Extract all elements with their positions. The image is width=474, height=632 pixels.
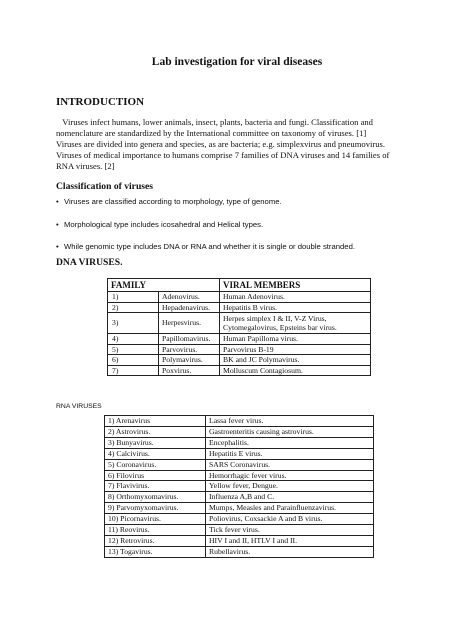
row-number: 2)	[108, 302, 159, 313]
table-row	[105, 503, 374, 514]
family-cell: 2) Astrovirus.	[105, 426, 206, 437]
table-row	[108, 302, 371, 313]
family-cell: 7) Flavivirus.	[105, 481, 206, 492]
table-header-row	[108, 279, 371, 292]
table-row	[108, 334, 371, 345]
rna-heading: RNA VIRUSES	[56, 403, 102, 410]
family-cell: Adenovirus.	[159, 292, 220, 303]
members-cell: Lassa fever virus.	[206, 416, 374, 427]
family-cell: 5) Coronavirus.	[105, 459, 206, 470]
family-cell: 9) Parvomyxomavirus.	[105, 503, 206, 514]
column-header-members: VIRAL MEMBERS	[220, 279, 371, 292]
row-number: 3)	[108, 313, 159, 334]
table-row	[105, 459, 374, 470]
family-cell: 11) Reovirus.	[105, 525, 206, 536]
dna-heading: DNA VIRUSES.	[56, 257, 123, 268]
members-cell: Poliovirus, Coxsackie A and B virus.	[206, 514, 374, 525]
members-cell: BK and JC Polymavirus.	[220, 355, 371, 366]
family-cell: 13) Togavirus.	[105, 546, 206, 557]
table-row	[105, 535, 374, 546]
table-row	[105, 546, 374, 557]
members-cell: Hepatitis B virus.	[220, 302, 371, 313]
rna-viruses-table	[104, 415, 374, 558]
intro-paragraph	[56, 117, 448, 172]
members-cell: Mumps, Measles and Parainfluenzavirus.	[206, 503, 374, 514]
table-row	[105, 470, 374, 481]
family-cell: 12) Retrovirus.	[105, 535, 206, 546]
family-cell: 6) Filovirus	[105, 470, 206, 481]
intro-line: nomenclature are standardized by the International committee on taxonomy of viruses. [1]	[56, 128, 367, 139]
members-cell: Influenza A,B and C.	[206, 492, 374, 503]
row-number: 5)	[108, 344, 159, 355]
family-cell: Polymavirus.	[159, 355, 220, 366]
intro-line: Viruses infect humans, lower animals, insect, plants, bacteria and fungi. Classification and	[56, 117, 373, 127]
classification-heading: Classification of viruses	[56, 181, 154, 192]
members-cell: Hemorrhagic fever virus.	[206, 470, 374, 481]
list-item-text: Morphological type includes icosahedral and Helical types.	[64, 219, 264, 229]
family-cell: Poxvirus.	[159, 365, 220, 376]
members-cell: SARS Coronavirus.	[206, 459, 374, 470]
table-row	[105, 448, 374, 459]
list-item	[56, 241, 456, 252]
bullet-icon: •	[56, 197, 59, 206]
intro-line: Viruses are divided into genera and species, as are bacteria; e.g. simplexvirus and pneumovirus.	[56, 139, 386, 150]
row-number: 4)	[108, 334, 159, 345]
table-row	[108, 365, 371, 376]
column-header-family: FAMILY	[108, 279, 220, 292]
members-cell: Gastroenteritis causing astrovirus.	[206, 426, 374, 437]
list-item-text: While genomic type includes DNA or RNA and whether it is single or double stranded.	[64, 242, 355, 252]
row-number: 1)	[108, 292, 159, 303]
family-cell: Parvovirus.	[159, 344, 220, 355]
table-row	[105, 426, 374, 437]
row-number: 6)	[108, 355, 159, 366]
intro-line: RNA viruses. [2]	[56, 161, 115, 172]
members-cell: Encephalitis.	[206, 437, 374, 448]
members-cell: Tick fever virus.	[206, 525, 374, 536]
intro-heading: INTRODUCTION	[56, 96, 145, 108]
family-cell: Papillomavirus.	[159, 334, 220, 345]
table-row	[105, 492, 374, 503]
dna-viruses-table	[107, 278, 371, 376]
table-row	[108, 313, 371, 334]
family-cell: 3) Bunyavirus.	[105, 437, 206, 448]
list-item-text: Viruses are classified according to morphology, type of genome.	[64, 197, 282, 206]
members-line: Cytomegalovirus, Epsteins bar virus.	[223, 323, 337, 332]
members-cell: Molluscum Contagiosum.	[220, 365, 371, 376]
row-number: 7)	[108, 365, 159, 376]
bullet-icon: •	[56, 242, 59, 252]
table-row	[105, 481, 374, 492]
members-cell: Human Adenovirus.	[220, 292, 371, 303]
members-cell: Hepatitis E virus.	[206, 448, 374, 459]
bullet-icon: •	[56, 219, 59, 229]
members-cell: Yellow fever, Dengue.	[206, 481, 374, 492]
document-title: Lab investigation for viral diseases	[151, 56, 323, 68]
family-cell: 8) Orthomyxomavirus.	[105, 492, 206, 503]
members-cell: Human Papilloma virus.	[220, 334, 371, 345]
members-cell	[220, 313, 371, 334]
table-row	[105, 525, 374, 536]
table-row	[105, 514, 374, 525]
table-row	[108, 355, 371, 366]
list-item	[56, 219, 456, 230]
family-cell: 10) Picornavirus.	[105, 514, 206, 525]
list-item	[56, 196, 456, 207]
family-cell: 4) Calcivirus.	[105, 448, 206, 459]
table-row	[105, 437, 374, 448]
table-row	[108, 292, 371, 303]
table-row	[105, 416, 374, 427]
classification-list	[56, 196, 456, 264]
members-cell: Parvovirus B-19	[220, 344, 371, 355]
family-cell: 1) Arenavirus	[105, 416, 206, 427]
members-cell: HIV I and II, HTLV I and II.	[206, 535, 374, 546]
members-line: Herpes simplex I & II, V-Z Virus,	[223, 313, 327, 323]
family-cell: Herpesvirus.	[159, 313, 220, 334]
table-row	[108, 344, 371, 355]
members-cell: Rubellavirus.	[206, 546, 374, 557]
family-cell: Hepadenavirus.	[159, 302, 220, 313]
intro-line: Viruses of medical importance to humans comprise 7 families of DNA viruses and 14 families of	[56, 150, 390, 161]
